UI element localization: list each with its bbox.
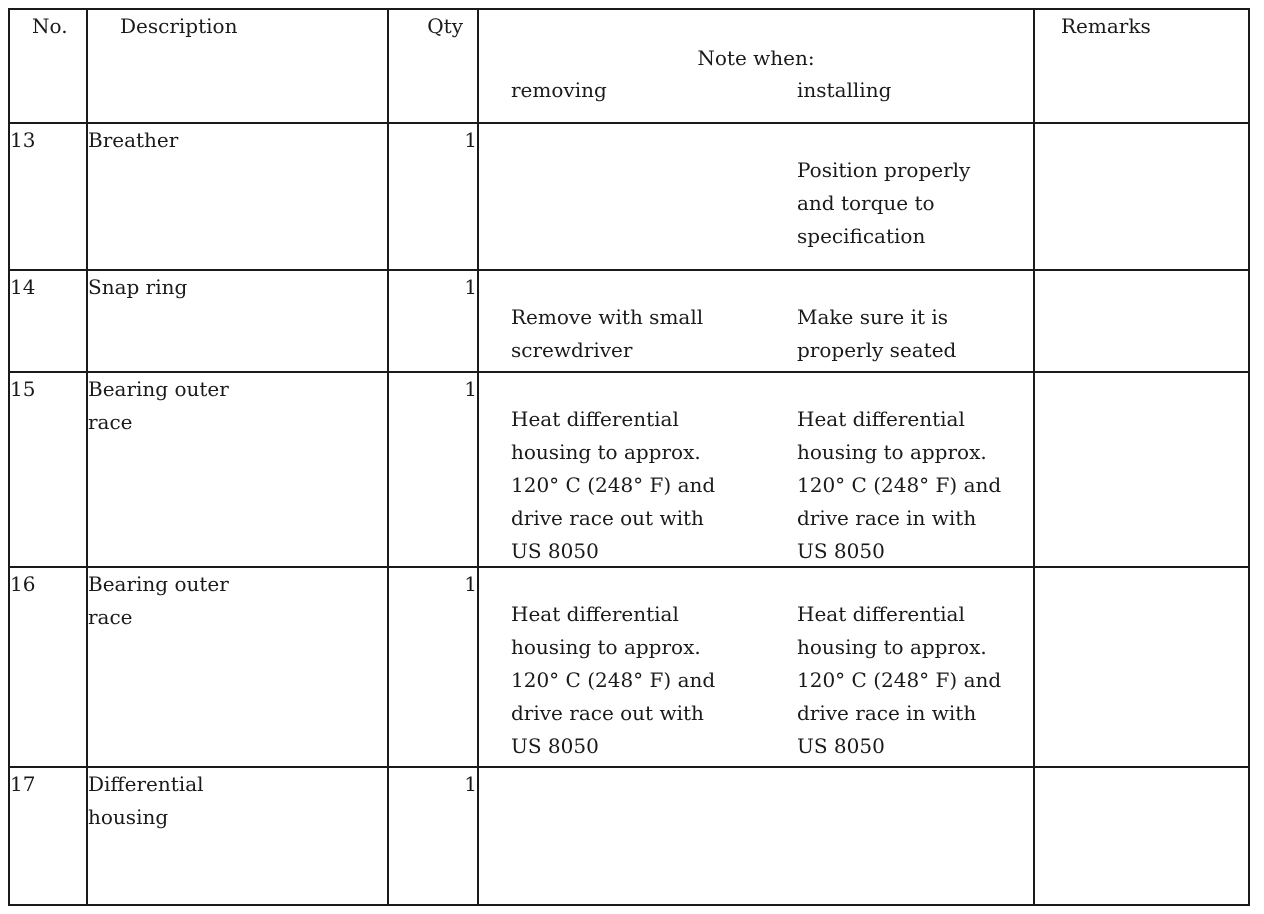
row-notes [478, 123, 1034, 270]
row-remarks [1034, 123, 1249, 270]
header-removing: removing [511, 78, 607, 102]
header-note-when [478, 9, 1034, 123]
note-line: US 8050 [797, 539, 885, 563]
note-line: specification [797, 224, 926, 248]
note-line: housing to approx. [797, 440, 987, 464]
installing-note [797, 403, 1035, 568]
note-line: drive race in with [797, 701, 977, 725]
note-line: drive race in with [797, 506, 977, 530]
description-line: Differential [88, 772, 204, 796]
note-line: Position properly [797, 158, 971, 182]
header-row [9, 9, 1249, 123]
note-line: Heat differential [511, 602, 679, 626]
note-line: US 8050 [511, 734, 599, 758]
note-line: 120° C (248° F) and [797, 473, 1002, 497]
note-line: and torque to [797, 191, 935, 215]
table-row [9, 567, 1249, 767]
row-notes [478, 567, 1034, 767]
note-line: Heat differential [797, 602, 965, 626]
description-line: Bearing outer [88, 377, 229, 401]
row-notes [478, 270, 1034, 372]
installing-note [797, 301, 1035, 367]
note-line: 120° C (248° F) and [511, 668, 716, 692]
header-no: No. [9, 9, 87, 123]
header-description: Description [87, 9, 388, 123]
table-body [9, 123, 1249, 905]
parts-table [8, 8, 1250, 906]
row-remarks [1034, 767, 1249, 905]
note-line: Make sure it is [797, 305, 949, 329]
row-remarks [1034, 372, 1249, 567]
row-description [87, 372, 388, 567]
removing-note [511, 301, 781, 367]
note-line: US 8050 [797, 734, 885, 758]
row-qty: 1 [388, 123, 478, 270]
table-row [9, 270, 1249, 372]
description-line: Bearing outer [88, 572, 229, 596]
note-line: properly seated [797, 338, 957, 362]
note-line: 120° C (248° F) and [797, 668, 1002, 692]
description-line: housing [88, 805, 169, 829]
row-qty: 1 [388, 767, 478, 905]
description-line: race [88, 605, 133, 629]
row-description [87, 567, 388, 767]
note-line: Heat differential [511, 407, 679, 431]
row-no: 15 [9, 372, 87, 567]
header-remarks: Remarks [1034, 9, 1249, 123]
description-line: Snap ring [88, 275, 188, 299]
row-qty: 1 [388, 567, 478, 767]
note-line: drive race out with [511, 506, 704, 530]
removing-note [511, 403, 781, 568]
row-qty: 1 [388, 372, 478, 567]
note-line: Heat differential [797, 407, 965, 431]
table-row [9, 372, 1249, 567]
row-remarks [1034, 567, 1249, 767]
row-no: 14 [9, 270, 87, 372]
header-installing: installing [797, 78, 892, 102]
row-notes [478, 372, 1034, 567]
row-no: 17 [9, 767, 87, 905]
installing-note [797, 598, 1035, 763]
header-qty: Qty [388, 9, 478, 123]
note-line: housing to approx. [511, 440, 701, 464]
row-notes [478, 767, 1034, 905]
row-description [87, 123, 388, 270]
header-note-title: Note when: [697, 46, 815, 70]
removing-note [511, 598, 781, 763]
row-qty: 1 [388, 270, 478, 372]
note-line: housing to approx. [797, 635, 987, 659]
table-row [9, 767, 1249, 905]
row-description [87, 767, 388, 905]
note-line: US 8050 [511, 539, 599, 563]
note-line: housing to approx. [511, 635, 701, 659]
row-no: 16 [9, 567, 87, 767]
note-line: drive race out with [511, 701, 704, 725]
description-line: race [88, 410, 133, 434]
note-line: 120° C (248° F) and [511, 473, 716, 497]
row-description [87, 270, 388, 372]
row-no: 13 [9, 123, 87, 270]
description-line: Breather [88, 128, 179, 152]
note-line: Remove with small [511, 305, 704, 329]
row-remarks [1034, 270, 1249, 372]
note-line: screwdriver [511, 338, 633, 362]
table-row [9, 123, 1249, 270]
installing-note [797, 154, 1035, 253]
